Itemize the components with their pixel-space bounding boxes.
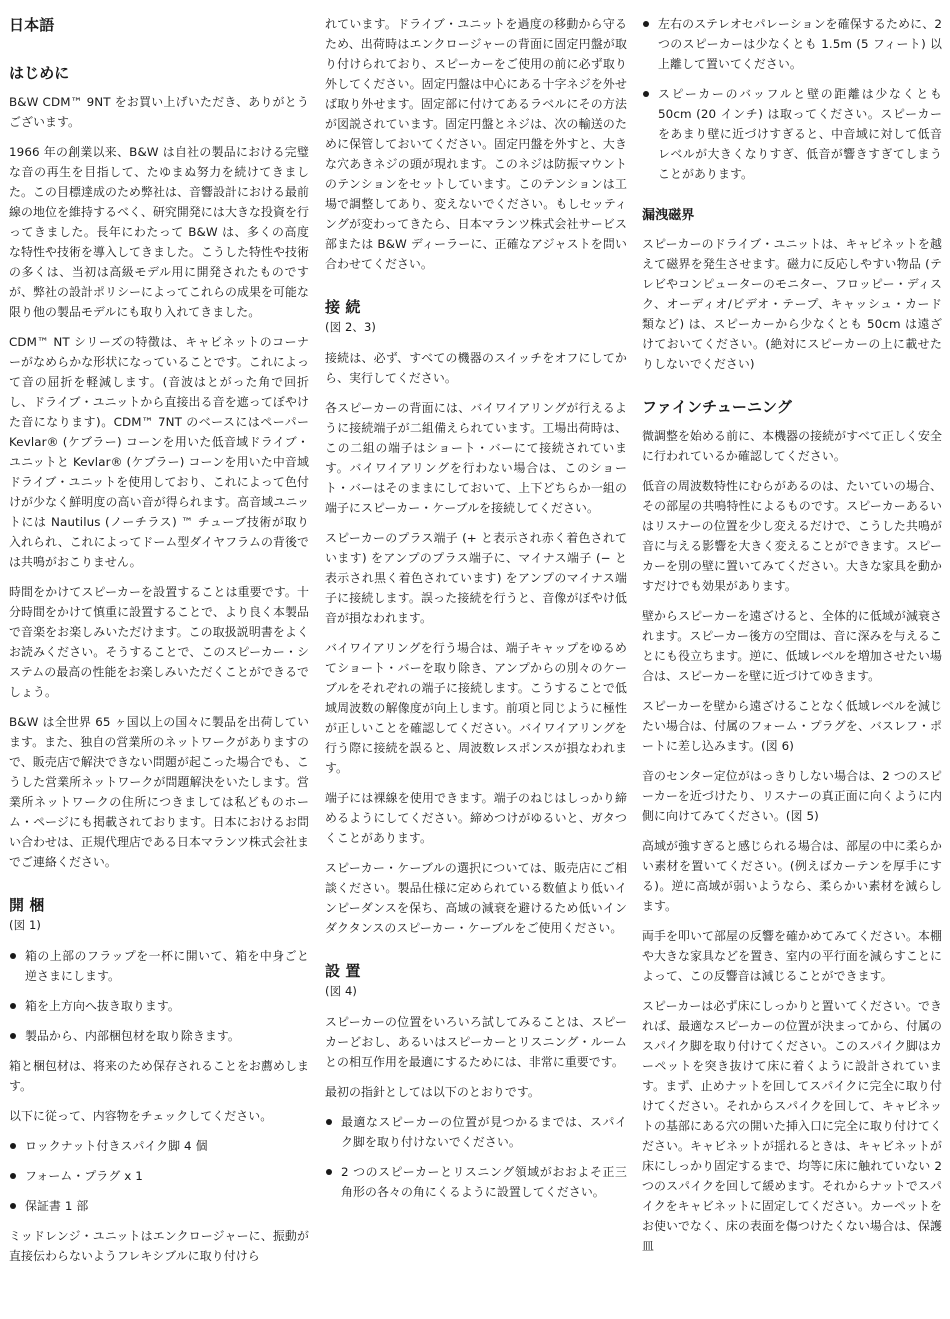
paragraph: 各スピーカーの背面には、バイワイアリングが行えるように接続端子が二組備えられています。工場出荷時は、この二組の端子はショート・バーにて接続されています。バイワイアリングを行わない場合は、このショート・バーはそのままにしておいて、上下どちらか一組の端子にスピーカー・ケーブルを接続してください。 [325,401,627,515]
list-item: 箱を上方向へ抜き取ります。 [9,996,309,1016]
positioning-list-continued [642,14,942,184]
figure-reference: (図 4) [325,984,357,998]
paragraph: CDM™ NT シリーズの特徴は、キャビネットのコーナーがなめらかな形状になっていることです。これによって音の屈折を軽減します。(音波はとがった角で回折し、ドライブ・ユニットから直接出る音を遮ってぼやけた音になります)。CDM™ 7NT のベースにはペーパー Kevlar® (ケブラー) コーンを用いた低音域ドライブ・ユニットと Kevlar® (ケブラー) コーンを用いた中音域ドライブ・ユニットを使用しており、これによって色付けが少なく鮮明度の高い音が得られます。高音域ユニットには Nautilus (ノーチラス) ™ チューブ技術が取り入れられ、これによってドーム型ダイヤフラムの背後では共鳴がおこりません。 [9,335,309,569]
section-unpacking [9,894,309,1266]
list-item: 製品から、内部梱包材を取り除きます。 [9,1026,309,1046]
list-item: 保証書 1 部 [9,1196,309,1216]
paragraph: B&W は全世界 65 ヶ国以上の国々に製品を出荷しています。また、独自の営業所のネットワークがありますので、販売店で解決できない問題が起こった場合でも、こうした営業所ネットワークが問題解決をいたします。営業所ネットワークの住所につきましては私どものホーム・ページにも掲載されております。日本におけるお問い合わせは、正規代理店である日本マランツ株式会社までご連絡ください。 [9,715,309,869]
section-fine-tuning [642,396,942,1256]
paragraph: スピーカーは必ず床にしっかりと置いてください。できれば、最適なスピーカーの位置が決まってから、付属のスパイク脚を取り付けてください。このスパイク脚はカーペットを突き抜けて床に着くように設計されています。まず、止めナットを回してスパイクに完全に取り付けてください。それからスパイクを回して、キャビネットの基部にある穴の開いた挿入口に完全に取り付けてください。キャビネットが揺れるときは、キャビネットが床にしっかり固定するまで、均等に床に触れていない 2 つのスパイクを回して緩めます。それからナットでスパイクをキャビネットに固定してください。カーペットをお使いでなく、床の表面を傷つけたくない場合は、保護皿 [642,999,942,1253]
list-item: 最適なスピーカーの位置が見つかるまでは、スパイク脚を取り付けないでください。 [325,1112,627,1152]
paragraph: 1966 年の創業以来、B&W は自社の製品における完璧な音の再生を目指して、たゆまぬ努力を続けてきました。この目標達成のため弊社は、音響設計における最前線の地位を維持するべく、研究開発には大きな投資を行ってきました。長年にわたって B&W は、多くの高度な特性や技術を導入してきました。こうした特性や技術の多くは、当初は高級モデル用に開発されたものですが、弊社の設計ポリシーによってこれらの成果を可能な限り他の製品モデルにも取り入れてきました。 [9,145,309,319]
paragraph: 高域が強すぎると感じられる場合は、部屋の中に柔らかい素材を置いてください。(例えばカーテンを厚手にする)。逆に高域が弱いようなら、柔らかい素材を減らします。 [642,839,942,913]
paragraph: れています。ドライブ・ユニットを過度の移動から守るため、出荷時はエンクロージャーの背面に固定円盤が取り付けられており、スピーカーをご使用の前に必ず取り外してください。固定円盤は中心にある十字ネジを外せば取り外せます。固定部に付けてあるラベルにその方法が図説されています。固定円盤とネジは、次の輸送のために保管しておいてください。固定円盤を外すと、大きな穴あきネジの頭が現れます。このネジは防振マウントのテンションをセットしています。このテンションは工場で調整してあり、変えないでください。もしセッティングが変わってきたら、日本マランツ株式会社サービス部または B&W ディーラーに、正確なアジャストを問い合わせてください。 [325,17,627,271]
section-title-introduction: はじめに [9,64,70,82]
list-item: 箱の上部のフラップを一杯に開いて、箱を中身ごと逆さまにします。 [9,946,309,986]
section-title-connections: 接 続 [325,298,361,316]
section-positioning [325,960,627,1202]
section-title-positioning: 設 置 [325,962,361,980]
column-right [642,14,942,1266]
section-stray-magnetic-fields [642,206,942,374]
paragraph: 低音の周波数特性にむらがあるのは、たいていの場合、その部屋の共鳴特性によるものです。スピーカーあるいはリスナーの位置を少し変えるだけで、こうした共鳴が音に与える影響を大きく変えることができます。スピーカーを別の壁に置いてみてください。大きな家具を動かすだけでも効果があります。 [642,479,942,593]
figure-reference: (図 1) [9,918,41,932]
list-item: フォーム・プラグ x 1 [9,1166,309,1186]
paragraph: スピーカーのプラス端子 (+ と表示され赤く着色されています) をアンプのプラス端子に、マイナス端子 (− と表示され黒く着色されています) をアンプのマイナス端子に接続します。誤った接続を行うと、音像がぼやけ低音が損なわれます。 [325,531,627,625]
paragraph: 最初の指針としては以下のとおりです。 [325,1085,540,1099]
section-connections [325,296,627,938]
figure-reference: (図 2、3) [325,320,376,334]
paragraph: 音のセンター定位がはっきりしない場合は、2 つのスピーカーを近づけたり、リスナーの真正面に向くように内側に向けてみてください。(図 5) [642,769,942,823]
section-title-fine-tuning: ファインチューニング [642,398,792,416]
paragraph: バイワイアリングを行う場合は、端子キャップをゆるめてショート・バーを取り除き、アンプからの別々のケーブルをそれぞれの端子に接続します。こうすることで低域周波数の解像度が向上します。前項と同じように極性が正しいことを確認してください。バイワイアリングを行う際に接続を誤ると、周波数レスポンスが損なわれます。 [325,641,627,775]
paragraph: スピーカーの位置をいろいろ試してみることは、スピーカーどおし、あるいはスピーカーとリスニング・ルームとの相互作用を最適にするためには、非常に重要です。 [325,1015,627,1069]
contents-list [9,1136,309,1216]
paragraph: 箱と梱包材は、将来のため保存されることをお薦めします。 [9,1059,309,1093]
column-middle [325,14,627,1212]
paragraph: 端子には裸線を使用できます。端子のねじはしっかり締めるようにしてください。締めつけがゆるいと、ガタつくことがあります。 [325,791,627,845]
paragraph: 両手を叩いて部屋の反響を確かめてみてください。本棚や大きな家具などを置き、室内の平行面を減らすことによって、この反響音は減じることができます。 [642,929,942,983]
section-title-magnetic-fields: 漏洩磁界 [642,208,695,223]
unpacking-list [9,946,309,1046]
column-left [9,14,309,1276]
list-item: ロックナット付きスパイク脚 4 個 [9,1136,309,1156]
section-title-unpacking: 開 梱 [9,896,45,914]
paragraph: 壁からスピーカーを遠ざけると、全体的に低域が減衰されます。スピーカー後方の空間は、音に深みを与えることにも役立ちます。逆に、低域レベルを増加させたい場合は、スピーカーを壁に近づけてゆきます。 [642,609,942,683]
paragraph: ミッドレンジ・ユニットはエンクロージャーに、振動が直接伝わらないようフレキシブルに取り付けら [9,1229,309,1263]
paragraph: 以下に従って、内容物をチェックしてください。 [9,1109,273,1123]
paragraph: 時間をかけてスピーカーを設置することは重要です。十分時間をかけて慎重に設置することで、より良く本製品で音楽をお楽しみいただけます。この取扱説明書をよくお読みください。そうすることで、このスピーカー・システムの最高の性能をお楽しみいただくことができるでしょう。 [9,585,309,699]
list-item: 左右のステレオセパレーションを確保するために、2 つのスピーカーは少なくとも 1.5m (5 フィート) 以上離して置いてください。 [642,14,942,74]
list-item: 2 つのスピーカーとリスニング領域がおおよそ正三角形の各々の角にくるように設置してください。 [325,1162,627,1202]
paragraph: B&W CDM™ 9NT をお買い上げいただき、ありがとうございます。 [9,95,309,129]
paragraph: スピーカー・ケーブルの選択については、販売店にご相談ください。製品仕様に定められている数値より低いインピーダンスを保ち、高域の減衰を避けるため低いインダクタンスのスピーカー・ケーブルをご使用ください。 [325,861,627,935]
paragraph: 接続は、必ず、すべての機器のスイッチをオフにしてから、実行してください。 [325,351,627,385]
paragraph: スピーカーのドライブ・ユニットは、キャビネットを越えて磁界を発生させます。磁力に反応しやすい物品 (テレビやコンピューターのモニター、フロッピー・ディスク、オーディオ/ビデオ・テープ、キャッシュ・カード類など) は、スピーカーから少なくとも 50cm は遠ざけておいてください。(絶対にスピーカーの上に載せたりしないでください) [642,237,942,371]
paragraph: 微調整を始める前に、本機器の接続がすべて正しく安全に行われているか確認してください。 [642,429,942,463]
list-item: スピーカーのバッフルと壁の距離は少なくとも 50cm (20 インチ) は取ってください。スピーカーをあまり壁に近づけすぎると、中音域に対して低音レベルが大きくなりすぎ、低音が響きすぎてしまうことがあります。 [642,84,942,184]
positioning-list [325,1112,627,1202]
paragraph: スピーカーを壁から遠ざけることなく低域レベルを減じたい場合は、付属のフォーム・プラグを、バスレフ・ポートに差し込みます。(図 6) [642,699,942,753]
language-heading: 日本語 [9,16,55,34]
